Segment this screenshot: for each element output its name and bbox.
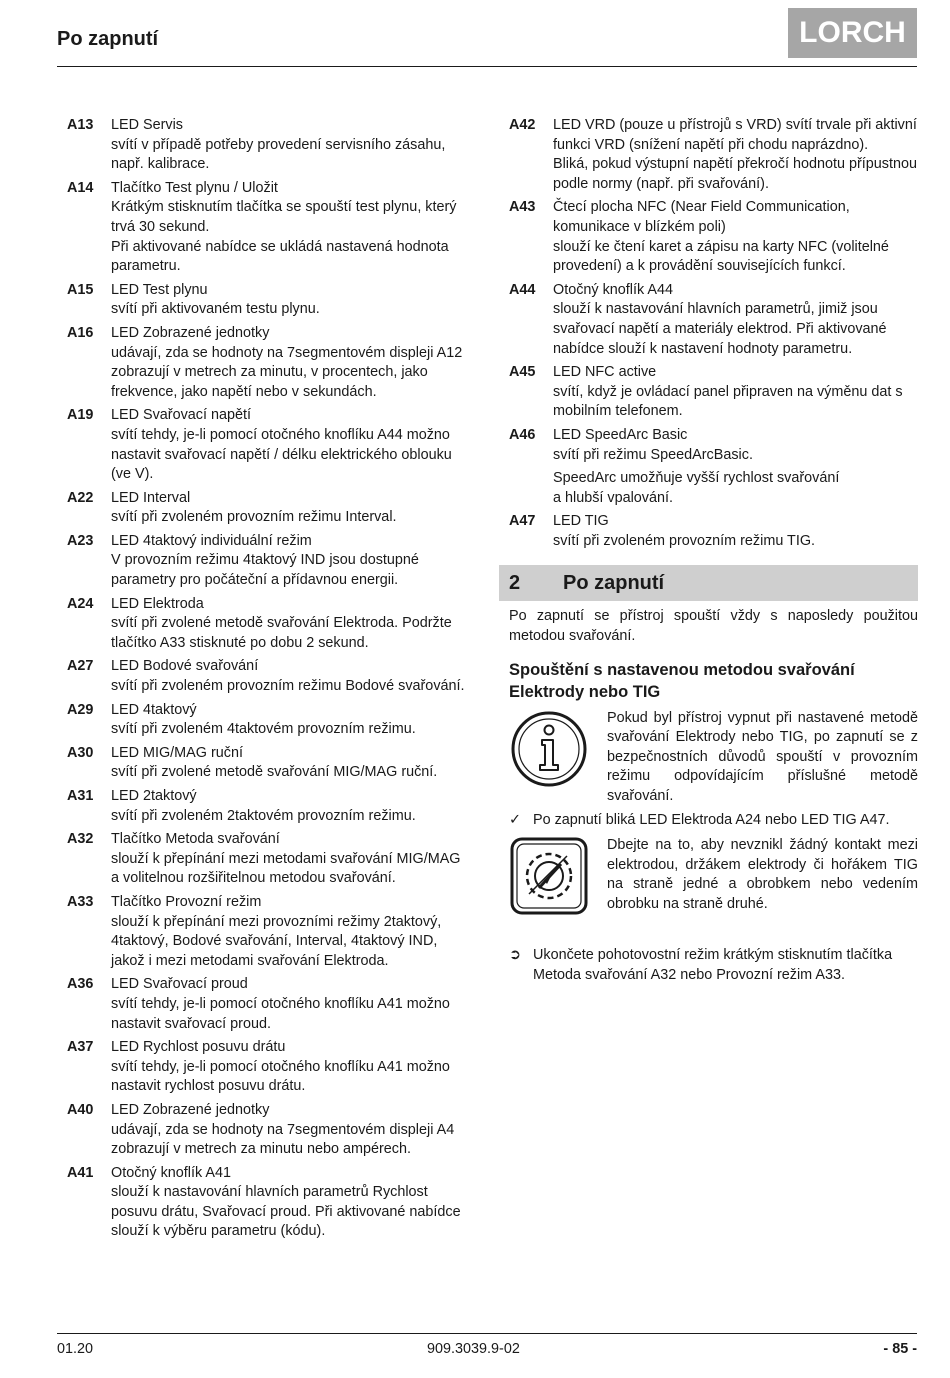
- item-line: LED SpeedArc Basic: [553, 426, 688, 443]
- item-code: A24: [67, 595, 94, 612]
- page-title: Po zapnutí: [57, 28, 159, 50]
- item-description: [111, 830, 472, 889]
- item-line: LED 2taktový: [111, 788, 197, 804]
- item-line: LED NFC active: [553, 364, 657, 381]
- item-code: A22: [67, 489, 94, 506]
- item-code: A31: [67, 788, 94, 804]
- item-description: [111, 744, 472, 783]
- legend-item: [67, 975, 472, 1034]
- item-line: svítí při zvoleném provozním režimu TIG.: [553, 532, 816, 549]
- item-line: udávají, zda se hodnoty na 7segmentovém displeji A4 zobrazují v metrech za minutu nebo ampérech.: [111, 1121, 455, 1158]
- item-code: A30: [67, 744, 94, 761]
- legend-item: [67, 532, 472, 591]
- legend-item: [509, 281, 918, 359]
- legend-item: [67, 179, 472, 277]
- item-description: [111, 1164, 472, 1242]
- item-line: LED 4taktový individuální režim: [111, 532, 312, 549]
- legend-item: [509, 116, 918, 194]
- item-code: A29: [67, 701, 94, 718]
- right-column: [509, 116, 918, 985]
- item-line: Otočný knoflík A41: [111, 1164, 231, 1181]
- legend-item: [67, 595, 472, 654]
- item-description: [111, 324, 472, 402]
- item-description: [111, 116, 472, 175]
- item-description: [553, 198, 918, 276]
- item-code: A40: [67, 1101, 94, 1118]
- item-description: [553, 363, 918, 422]
- item-line: svítí tehdy, je-li pomocí otočného knoflíku A41 možno nastavit svařovací proud.: [111, 995, 450, 1032]
- item-line: LED Bodové svařování: [111, 658, 259, 675]
- item-line: LED Interval: [111, 489, 191, 506]
- item-line: LED Elektroda: [111, 595, 204, 612]
- result-text: Po zapnutí bliká LED Elektroda A24 nebo LED TIG A47.: [533, 811, 890, 828]
- item-code: A36: [67, 976, 94, 993]
- item-line: Bliká, pokud výstupní napětí překročí hodnotu přípustnou podle normy (např. při svařování).: [553, 156, 917, 192]
- item-code: A27: [67, 658, 94, 675]
- legend-item: [509, 426, 918, 508]
- item-line: V provozním režimu 4taktový IND jsou dostupné parametry pro počáteční a přídavnou energii.: [111, 552, 419, 589]
- section-intro: Po zapnutí se přístroj spouští vždy s naposledy použitou metodou svařování.: [509, 608, 918, 645]
- item-code: A41: [67, 1164, 94, 1181]
- legend-item: [67, 1164, 472, 1242]
- item-line: slouží k přepínání mezi provozními režimy 2taktový, 4taktový, Bodové svařování, Interval, 4taktový IND, jakož i mezi metodami svařování Elektroda.: [111, 913, 442, 969]
- legend-item: [509, 512, 918, 551]
- section-title: Po zapnutí: [563, 571, 665, 594]
- item-extra-line: SpeedArc umožňuje vyšší rychlost svařování: [553, 470, 840, 487]
- page-number: - 85 -: [883, 1341, 917, 1357]
- action-arrow-icon: ➲: [509, 947, 522, 964]
- item-line: svítí při zvoleném provozním režimu Interval.: [111, 509, 397, 526]
- item-code: A45: [509, 364, 536, 381]
- item-code: A15: [67, 281, 94, 298]
- item-code: A19: [67, 407, 94, 424]
- item-description: [111, 657, 472, 696]
- lorch-logo: LORCH: [788, 8, 917, 58]
- item-line: svítí při režimu SpeedArcBasic.: [553, 446, 753, 463]
- item-line: svítí při aktivovaném testu plynu.: [111, 301, 320, 318]
- item-line: svítí při zvoleném provozním režimu Bodové svařování.: [111, 678, 465, 695]
- item-description: [111, 406, 472, 484]
- item-line: LED Zobrazené jednotky: [111, 1101, 270, 1118]
- item-description: [111, 701, 472, 740]
- item-line: slouží k nastavování hlavních parametrů Rychlost posuvu drátu, Svařovací proud. Při aktivované nabídce slouží k výběru parametru (kódu).: [111, 1184, 461, 1240]
- item-code: A13: [67, 117, 94, 133]
- legend-item: [67, 657, 472, 696]
- warning-note: [509, 836, 918, 916]
- legend-item: [509, 198, 918, 276]
- warning-text: Dbejte na to, aby nevznikl žádný kontakt mezi elektrodou, držákem elektrody či hořákem TIG na straně jedné a obrobkem nebo vedením obrobku na straně druhé.: [607, 837, 918, 912]
- item-line: LED TIG: [553, 513, 609, 530]
- item-line: LED Servis: [111, 117, 183, 133]
- item-line: Čtecí plocha NFC (Near Field Communication, komunikace v blízkém poli): [553, 199, 850, 235]
- item-line: slouží ke čtení karet a zápisu na karty NFC (volitelné provedení) a k provádění souvisejících funkcí.: [553, 238, 889, 275]
- item-code: A44: [509, 281, 536, 298]
- item-line: svítí při zvolené metodě svařování Elektroda. Podržte tlačítko A33 stisknuté po dobu 2 sekund.: [111, 615, 452, 651]
- info-text: Pokud byl přístroj vypnut při nastavené metodě svařování Elektrody nebo TIG, po zapnutí se z bezpečnostních důvodů spouští v provozním režimu odpovídajícím příslušné metodě svařování.: [607, 709, 918, 805]
- item-line: svítí v případě potřeby provedení servisního zásahu, např. kalibrace.: [111, 136, 446, 173]
- item-code: A46: [509, 426, 536, 443]
- item-line: Tlačítko Metoda svařování: [111, 831, 280, 848]
- item-code: A47: [509, 513, 536, 530]
- footer-date: 01.20: [57, 1341, 94, 1357]
- checkmark-icon: ✓: [509, 811, 522, 828]
- legend-item: [67, 830, 472, 889]
- info-note: [509, 709, 918, 807]
- item-line: LED Test plynu: [111, 281, 208, 298]
- item-code: A14: [67, 179, 94, 196]
- action-line: [509, 946, 918, 985]
- item-code: A37: [67, 1039, 94, 1056]
- item-line: slouží k nastavování hlavních parametrů, jimiž jsou svařovací napětí a materiály elektrod. Při aktivované nabídce slouží k nastavení hodnoty parametru.: [553, 301, 887, 357]
- legend-item: [67, 787, 472, 826]
- item-code: A42: [509, 117, 536, 133]
- legend-item: [67, 406, 472, 484]
- item-code: A23: [67, 532, 94, 549]
- legend-item: [67, 893, 472, 971]
- item-code: A33: [67, 893, 94, 910]
- item-line: LED Zobrazené jednotky: [111, 324, 270, 341]
- item-description: [111, 489, 472, 528]
- left-column: [67, 116, 472, 1246]
- item-description: [111, 1101, 472, 1160]
- item-line: Krátkým stisknutím tlačítka se spouští test plynu, který trvá 30 sekund.: [111, 199, 457, 235]
- item-description: [111, 595, 472, 654]
- item-description: [111, 787, 472, 826]
- subheading: Spouštění s nastavenou metodou svařování Elektrody nebo TIG: [509, 660, 855, 701]
- item-description: [111, 532, 472, 591]
- item-code: A16: [67, 324, 94, 341]
- legend-item: [67, 116, 472, 175]
- item-description: [111, 281, 472, 320]
- item-line: LED Svařovací napětí: [111, 407, 251, 424]
- item-line: svítí tehdy, je-li pomocí otočného knoflíku A44 možno nastavit svařovací napětí / délku elektrického oblouku (ve V).: [111, 426, 452, 483]
- item-line: LED 4taktový: [111, 701, 197, 718]
- info-icon: [509, 709, 607, 789]
- section-heading: [499, 565, 918, 601]
- item-description: [111, 975, 472, 1034]
- item-extra-line: a hlubší vpalování.: [553, 489, 674, 506]
- item-description: [111, 179, 472, 277]
- item-line: LED VRD (pouze u přístrojů s VRD) svítí trvale při aktivní funkci VRD (snížení napětí při chodu naprázdno).: [553, 117, 917, 153]
- result-line: [509, 811, 918, 831]
- item-line: Tlačítko Test plynu / Uložit: [111, 179, 278, 196]
- item-description: [553, 281, 918, 359]
- item-line: LED MIG/MAG ruční: [111, 744, 243, 761]
- legend-item: [67, 281, 472, 320]
- footer-divider: [57, 1333, 917, 1334]
- item-line: LED Rychlost posuvu drátu: [111, 1039, 286, 1056]
- action-text: Ukončete pohotovostní režim krátkým stisknutím tlačítka Metoda svařování A32 nebo Provozní režim A33.: [533, 947, 893, 983]
- item-line: slouží k přepínání mezi metodami svařování MIG/MAG a volitelnou rozšiřitelnou metodou svařování.: [111, 850, 461, 887]
- item-line: svítí při zvoleném 2taktovém provozním režimu.: [111, 807, 416, 824]
- item-line: svítí při zvoleném 4taktovém provozním režimu.: [111, 721, 416, 738]
- item-line: udávají, zda se hodnoty na 7segmentovém displeji A12 zobrazují v metrech za minutu, v procentech, jako frekvence, jako napětí nebo v sekundách.: [111, 344, 463, 400]
- item-line: Tlačítko Provozní režim: [111, 893, 262, 910]
- legend-item: [67, 744, 472, 783]
- item-line: Otočný knoflík A44: [553, 281, 673, 298]
- legend-item: [67, 1038, 472, 1097]
- item-description: [553, 512, 918, 551]
- item-description: [553, 116, 918, 194]
- item-code: A43: [509, 199, 536, 216]
- item-description: [111, 893, 472, 971]
- item-line: svítí při zvolené metodě svařování MIG/MAG ruční.: [111, 764, 438, 781]
- item-description: [111, 1038, 472, 1097]
- legend-item: [67, 1101, 472, 1160]
- electrode-contact-warning-icon: [509, 836, 607, 916]
- item-description: [553, 426, 918, 508]
- item-line: svítí, když je ovládací panel připraven na výměnu dat s mobilním telefonem.: [553, 383, 903, 420]
- item-code: A32: [67, 831, 94, 848]
- section-number: 2: [509, 571, 521, 594]
- legend-item: [67, 489, 472, 528]
- legend-item: [509, 363, 918, 422]
- legend-item: [67, 324, 472, 402]
- legend-item: [67, 701, 472, 740]
- header-divider: [57, 66, 917, 67]
- item-line: svítí tehdy, je-li pomocí otočného knoflíku A41 možno nastavit rychlost posuvu drátu.: [111, 1058, 450, 1095]
- item-line: Při aktivované nabídce se ukládá nastavená hodnota parametru.: [111, 238, 449, 275]
- footer-document-code: 909.3039.9-02: [427, 1341, 520, 1357]
- right-item-list: [509, 116, 918, 551]
- item-line: LED Svařovací proud: [111, 976, 248, 993]
